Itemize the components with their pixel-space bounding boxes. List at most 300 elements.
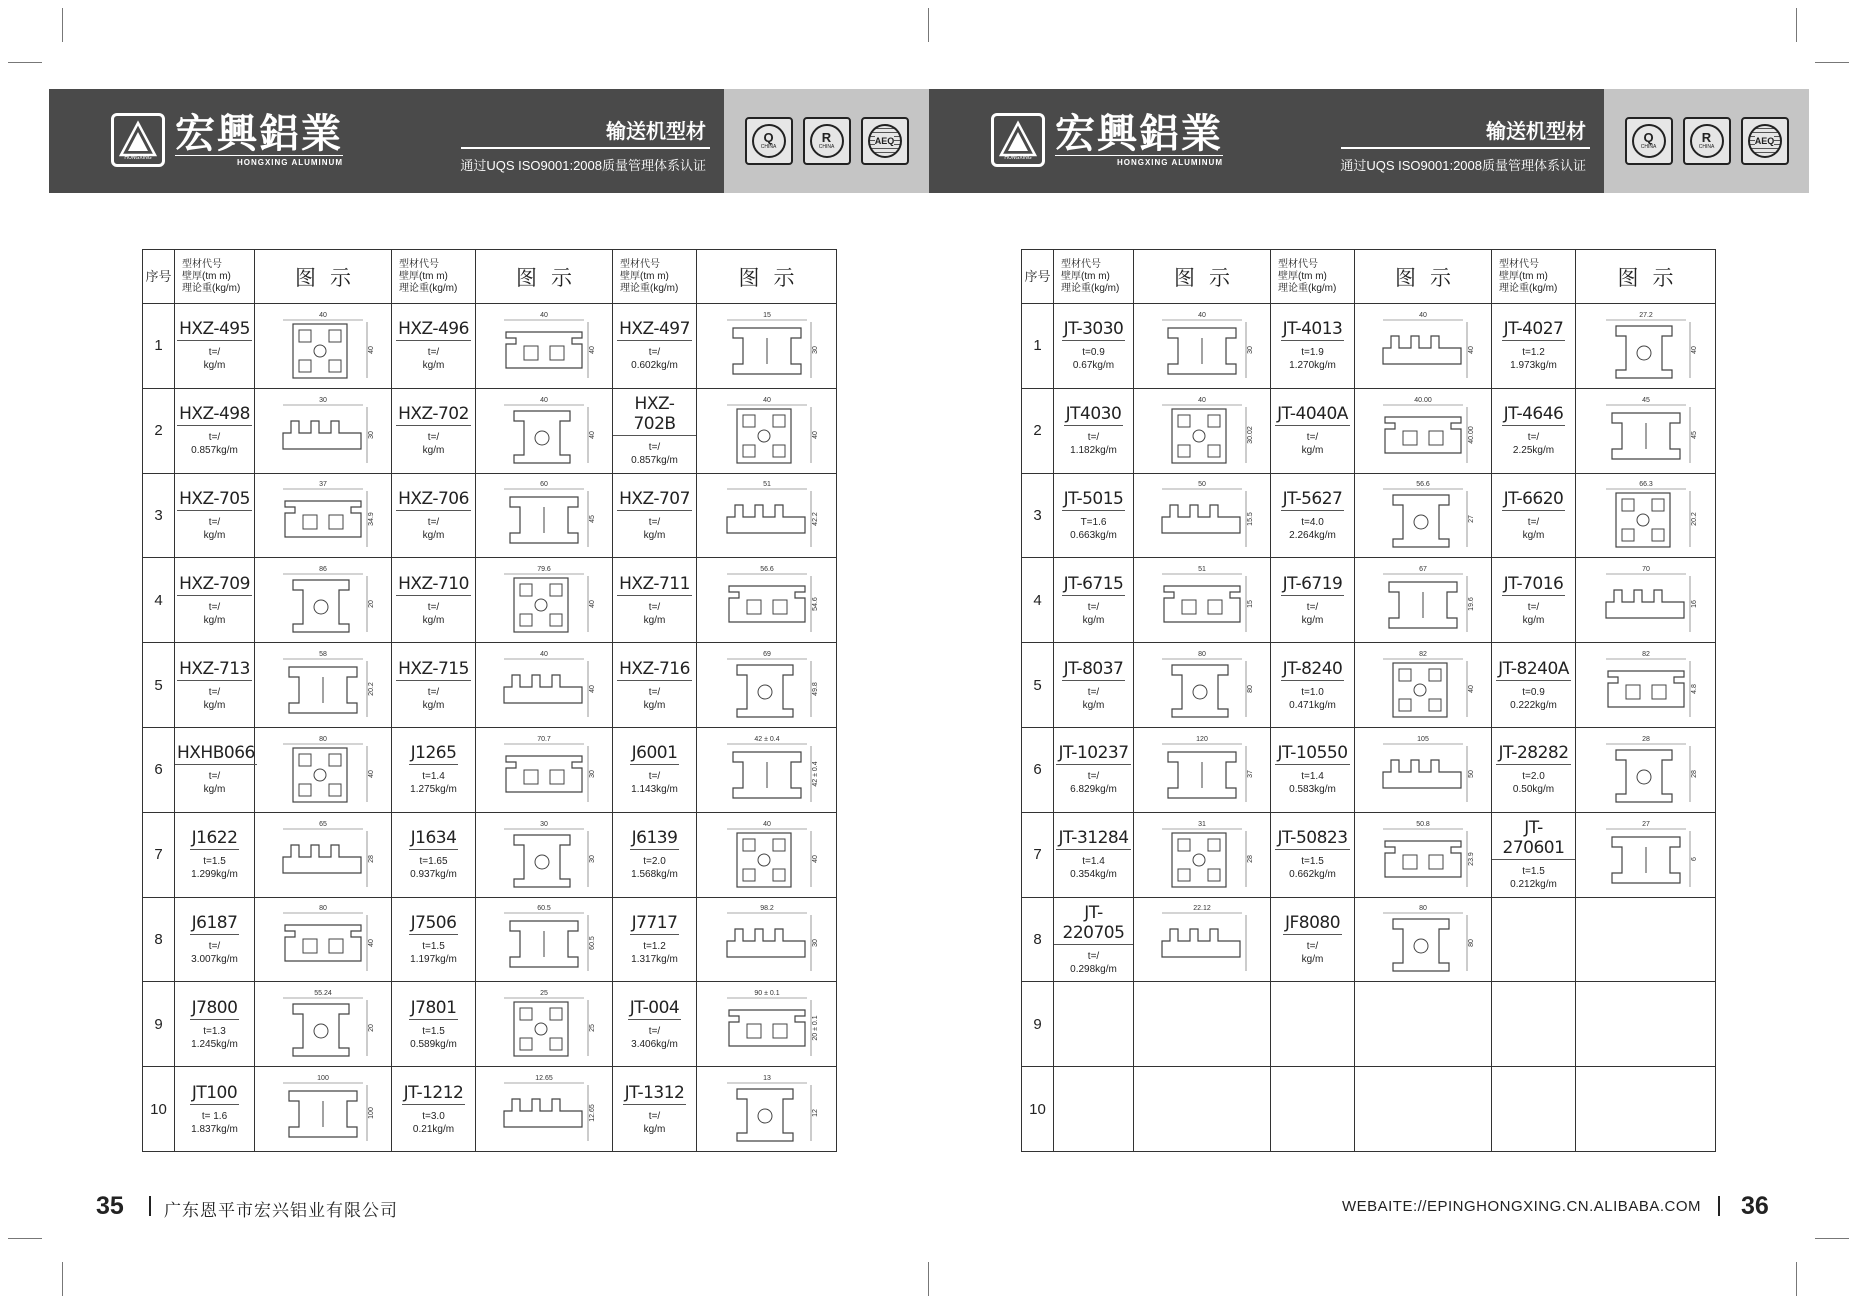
dimension-label: 40 <box>1468 345 1475 354</box>
wall-thickness: t=/ <box>1306 432 1319 444</box>
dimension-label: 13 <box>762 1075 771 1083</box>
dimension-label: 50 <box>1198 481 1206 489</box>
wall-thickness: t=/ <box>208 347 221 359</box>
row-number: 3 <box>143 473 175 558</box>
row-number: 1 <box>143 304 175 389</box>
dimension-label: 30 <box>319 396 327 404</box>
profile-code: JT-004 <box>629 997 680 1018</box>
profile-code: JT-6715 <box>1063 573 1124 594</box>
profile-info <box>1054 1067 1134 1152</box>
dimension-label: 40 <box>1419 311 1427 319</box>
profile-figure <box>1134 473 1271 558</box>
cross-section-drawing <box>263 647 383 723</box>
dimension-label: 40 <box>1468 685 1475 693</box>
profile-info <box>1492 388 1576 473</box>
wall-thickness: t=/ <box>648 601 661 613</box>
dimension-label: 20 <box>368 1024 375 1033</box>
dimension-label: 51 <box>1198 566 1206 574</box>
row-number: 7 <box>1022 812 1054 897</box>
theoretical-weight: 0.857kg/m <box>631 455 678 467</box>
dimension-label: 65 <box>319 820 327 828</box>
profile-code: JF8080 <box>1284 912 1341 933</box>
profile-info <box>1054 304 1134 389</box>
row-number: 9 <box>1022 982 1054 1067</box>
cross-section-drawing <box>1586 732 1706 808</box>
cross-section-drawing <box>707 647 827 723</box>
profile-info <box>175 558 255 643</box>
theoretical-weight: kg/m <box>422 529 445 541</box>
dimension-label: 80 <box>1247 685 1254 693</box>
dimension-label: 40 <box>368 939 375 948</box>
profile-info <box>1492 1067 1576 1152</box>
wall-thickness: t=/ <box>1306 940 1319 952</box>
profile-figure <box>1576 304 1716 389</box>
cross-section-drawing <box>263 732 383 808</box>
cross-section-drawing <box>263 1071 383 1147</box>
profile-info <box>175 1067 255 1152</box>
profile-figure <box>476 897 613 982</box>
dimension-label: 27 <box>1641 820 1650 828</box>
row-number: 3 <box>1022 473 1054 558</box>
profile-code: HXZ-709 <box>179 573 250 594</box>
wall-thickness: t=/ <box>648 442 661 454</box>
wall-thickness: t=/ <box>208 601 221 613</box>
theoretical-weight: kg/m <box>643 614 666 626</box>
wall-thickness: t=/ <box>208 771 221 783</box>
profile-info <box>392 473 476 558</box>
profile-figure <box>1134 558 1271 643</box>
cross-section-drawing <box>1586 562 1706 638</box>
wall-thickness: t=/ <box>1087 686 1100 698</box>
crop-mark <box>1796 8 1797 42</box>
cross-section-drawing <box>707 308 827 384</box>
dimension-label: 40 <box>1198 396 1206 404</box>
profile-info <box>1271 643 1355 728</box>
profile-figure <box>1134 982 1271 1067</box>
profile-figure <box>476 1067 613 1152</box>
profile-code: HXZ-710 <box>398 573 469 594</box>
table-row <box>143 982 837 1067</box>
profile-figure <box>476 812 613 897</box>
profile-figure <box>697 1067 837 1152</box>
crop-mark <box>8 1238 42 1239</box>
wall-thickness: t=/ <box>208 686 221 698</box>
cross-section-drawing <box>1363 393 1483 469</box>
profile-code: JT-4013 <box>1282 319 1343 340</box>
profile-code: JT-6719 <box>1282 573 1343 594</box>
dimension-label: 20 <box>368 600 375 609</box>
dimension-label: 54.6 <box>811 597 819 612</box>
profile-code: JT-5015 <box>1063 488 1124 509</box>
property-header: 型材代号 壁厚(tm m) 理论重(kg/m) <box>175 250 255 304</box>
profile-figure <box>1355 727 1492 812</box>
profile-info <box>613 1067 697 1152</box>
theoretical-weight: 3.406kg/m <box>631 1038 678 1050</box>
table-row <box>143 473 837 558</box>
dimension-label: 27.2 <box>1638 311 1653 319</box>
theoretical-weight: 1.143kg/m <box>631 784 678 796</box>
profile-code: HXZ-713 <box>179 658 250 679</box>
theoretical-weight: kg/m <box>203 784 226 796</box>
profile-info <box>175 727 255 812</box>
profile-info <box>613 304 697 389</box>
cross-section-drawing <box>1142 308 1262 384</box>
dimension-label: 40 <box>589 600 596 609</box>
profile-figure <box>1576 558 1716 643</box>
profile-info <box>613 897 697 982</box>
theoretical-weight: 1.837kg/m <box>191 1123 238 1135</box>
profile-figure <box>476 558 613 643</box>
crop-mark <box>1796 1262 1797 1296</box>
profile-code: J6187 <box>191 912 238 933</box>
dimension-label: 34.9 <box>368 512 375 527</box>
profile-info <box>1271 473 1355 558</box>
profile-figure <box>1576 727 1716 812</box>
logo-mark-icon <box>111 113 165 167</box>
dimension-label: 40 <box>540 311 548 319</box>
cross-section-drawing <box>484 1071 604 1147</box>
dimension-label: 37 <box>319 481 327 489</box>
profile-figure <box>255 897 392 982</box>
profile-code: JT-28282 <box>1498 743 1569 764</box>
wall-thickness: t=1.5 <box>1522 866 1545 878</box>
dimension-label: 12.65 <box>589 1104 596 1122</box>
profile-info <box>1271 727 1355 812</box>
r-china-badge-icon: R CHINA <box>1683 117 1731 165</box>
wall-thickness: t=/ <box>1527 432 1540 444</box>
dimension-label: 40 <box>811 430 819 439</box>
row-number: 8 <box>1022 897 1054 982</box>
profile-figure <box>476 982 613 1067</box>
wall-thickness: t= 1.6 <box>201 1110 228 1122</box>
dimension-label: 66.3 <box>1638 481 1653 489</box>
profile-info <box>1271 558 1355 643</box>
profile-code: JT-1212 <box>403 1082 464 1103</box>
profile-info <box>1054 473 1134 558</box>
dimension-label: 30 <box>540 820 548 828</box>
theoretical-weight: 1.245kg/m <box>191 1038 238 1050</box>
profile-figure <box>1134 388 1271 473</box>
profile-info <box>392 304 476 389</box>
profile-figure <box>697 727 837 812</box>
theoretical-weight: kg/m <box>422 699 445 711</box>
wall-thickness: t=1.5 <box>422 940 445 952</box>
profile-code: J1634 <box>410 828 457 849</box>
profile-code: JT-8240A <box>1498 658 1569 679</box>
cross-section-drawing <box>263 477 383 553</box>
wall-thickness: t=1.9 <box>1301 347 1324 359</box>
wall-thickness: t=0.9 <box>1522 686 1545 698</box>
profile-figure <box>255 1067 392 1152</box>
wall-thickness: t=/ <box>208 516 221 528</box>
cross-section-drawing <box>1142 901 1262 977</box>
wall-thickness: t=/ <box>648 516 661 528</box>
profile-info <box>392 812 476 897</box>
theoretical-weight: 0.67kg/m <box>1072 360 1115 372</box>
wall-thickness: t=/ <box>1087 432 1100 444</box>
cross-section-drawing <box>263 901 383 977</box>
figure-header: 图示 <box>1576 250 1716 304</box>
figure-header: 图示 <box>1134 250 1271 304</box>
table-row <box>1022 304 1716 389</box>
theoretical-weight: kg/m <box>203 699 226 711</box>
profile-info <box>1492 473 1576 558</box>
wall-thickness: t=/ <box>1087 771 1100 783</box>
profile-figure <box>1355 473 1492 558</box>
cross-section-drawing <box>707 986 827 1062</box>
dimension-label: 40 <box>811 854 819 863</box>
profile-code: J6001 <box>631 743 678 764</box>
table-row <box>143 1067 837 1152</box>
profile-code: HXZ-497 <box>619 319 690 340</box>
theoretical-weight: kg/m <box>203 360 226 372</box>
theoretical-weight: 0.662kg/m <box>1289 869 1336 881</box>
dimension-label: 15.5 <box>1247 512 1254 527</box>
dimension-label: 20.2 <box>1690 512 1698 527</box>
cross-section-drawing <box>1363 901 1483 977</box>
cross-section-drawing <box>1363 732 1483 808</box>
profile-figure <box>255 727 392 812</box>
dimension-label: 42.2 <box>811 512 819 527</box>
cross-section-drawing <box>263 817 383 893</box>
table-row <box>1022 643 1716 728</box>
theoretical-weight: kg/m <box>643 699 666 711</box>
profile-code: HXZ-711 <box>619 573 690 594</box>
profile-code: JT-50823 <box>1277 828 1348 849</box>
dimension-label: 30 <box>589 769 596 778</box>
dimension-label: 105 <box>1417 735 1429 743</box>
profile-info <box>1271 897 1355 982</box>
dimension-label: 40.00 <box>1414 396 1432 404</box>
figure-header: 图示 <box>1355 250 1492 304</box>
profile-figure <box>255 304 392 389</box>
profile-figure <box>255 388 392 473</box>
theoretical-weight: 0.589kg/m <box>410 1038 457 1050</box>
dimension-label: 67 <box>1419 566 1427 574</box>
profile-info <box>1271 1067 1355 1152</box>
profile-figure <box>255 643 392 728</box>
profile-info <box>1054 727 1134 812</box>
logo-mark-icon <box>991 113 1045 167</box>
row-number: 9 <box>143 982 175 1067</box>
profile-table-left <box>142 249 837 1152</box>
cross-section-drawing <box>263 393 383 469</box>
table-row <box>1022 982 1716 1067</box>
profile-code: JT-8037 <box>1063 658 1124 679</box>
dimension-label: 4.8 <box>1690 684 1698 694</box>
dimension-label: 25 <box>540 990 548 998</box>
table-row <box>143 812 837 897</box>
cross-section-drawing <box>707 817 827 893</box>
dimension-label: 60 <box>540 481 548 489</box>
brand-name-cn: 宏興鋁業 <box>175 110 343 157</box>
profile-info <box>1492 897 1576 982</box>
cross-section-drawing <box>1586 817 1706 893</box>
cross-section-drawing <box>484 393 604 469</box>
wall-thickness: t=1.4 <box>1301 771 1324 783</box>
profile-figure <box>476 388 613 473</box>
cross-section-drawing <box>484 817 604 893</box>
crop-mark <box>62 8 63 42</box>
dimension-label: 16 <box>1690 600 1698 609</box>
theoretical-weight: kg/m <box>1301 614 1324 626</box>
dimension-label: 42 ± 0.4 <box>753 735 780 743</box>
table-row <box>1022 388 1716 473</box>
profile-figure <box>476 304 613 389</box>
profile-info <box>613 473 697 558</box>
dimension-label: 60.5 <box>589 936 596 951</box>
wall-thickness: t=/ <box>648 347 661 359</box>
dimension-label: 40 <box>1690 345 1698 354</box>
table-row <box>143 643 837 728</box>
dimension-label: 23.9 <box>1468 851 1475 866</box>
wall-thickness: t=/ <box>1527 601 1540 613</box>
table-row <box>1022 1067 1716 1152</box>
dimension-label: 28 <box>1690 769 1698 778</box>
row-number: 5 <box>143 643 175 728</box>
dimension-label: 12.65 <box>535 1075 553 1083</box>
table-row <box>143 897 837 982</box>
divider <box>461 147 710 149</box>
wall-thickness: t=1.5 <box>203 856 226 868</box>
brand-logo <box>991 110 1223 167</box>
r-china-badge-icon: R CHINA <box>803 117 851 165</box>
profile-code: JT-4040A <box>1277 404 1348 425</box>
dimension-label: 80 <box>319 905 327 913</box>
wall-thickness: t=/ <box>1306 601 1319 613</box>
profile-info <box>1054 643 1134 728</box>
wall-thickness: t=1.4 <box>1082 856 1105 868</box>
property-header: 型材代号 壁厚(tm m) 理论重(kg/m) <box>613 250 697 304</box>
profile-code: HXZ-715 <box>398 658 469 679</box>
profile-figure <box>255 558 392 643</box>
profile-figure <box>697 982 837 1067</box>
profile-info <box>613 643 697 728</box>
theoretical-weight: 0.222kg/m <box>1510 699 1557 711</box>
theoretical-weight: kg/m <box>203 614 226 626</box>
profile-info <box>1492 643 1576 728</box>
dimension-label: 56.6 <box>759 566 774 574</box>
theoretical-weight: 0.212kg/m <box>1510 879 1557 891</box>
wall-thickness: t=1.5 <box>422 1025 445 1037</box>
dimension-label: 30 <box>811 939 819 948</box>
profile-info <box>1492 558 1576 643</box>
wall-thickness: t=1.2 <box>1522 347 1545 359</box>
row-number: 10 <box>1022 1067 1054 1152</box>
dimension-label: 40 <box>368 769 375 778</box>
profile-figure <box>697 473 837 558</box>
profile-info <box>392 727 476 812</box>
dimension-label: 20.2 <box>368 682 375 696</box>
profile-code: JT4030 <box>1065 404 1122 425</box>
theoretical-weight: kg/m <box>1082 699 1105 711</box>
profile-figure <box>1576 982 1716 1067</box>
cross-section-drawing <box>1142 817 1262 893</box>
profile-code: JT-10550 <box>1277 743 1348 764</box>
crop-mark <box>1815 62 1849 63</box>
profile-code: HXZ-495 <box>179 319 250 340</box>
cross-section-drawing <box>484 986 604 1062</box>
wall-thickness: t=4.0 <box>1301 516 1324 528</box>
wall-thickness: t=1.3 <box>203 1025 226 1037</box>
profile-code: HXZ-706 <box>398 488 469 509</box>
cross-section-drawing <box>1363 562 1483 638</box>
dimension-label: 15 <box>762 311 771 319</box>
q-china-badge-icon: Q CHINA <box>1625 117 1673 165</box>
table-row <box>1022 812 1716 897</box>
dimension-label: 60.5 <box>537 905 551 913</box>
theoretical-weight: 2.25kg/m <box>1512 445 1555 457</box>
cross-section-drawing <box>1142 393 1262 469</box>
profile-code: HXZ-705 <box>179 488 250 509</box>
cert-badges <box>1604 89 1809 193</box>
cross-section-drawing <box>263 986 383 1062</box>
row-number: 2 <box>143 388 175 473</box>
theoretical-weight: 0.583kg/m <box>1289 784 1336 796</box>
dimension-label: 80 <box>1468 939 1475 948</box>
wall-thickness: t=/ <box>648 771 661 783</box>
cross-section-drawing <box>1363 647 1483 723</box>
seq-header: 序号 <box>1022 250 1054 304</box>
cross-section-drawing <box>707 901 827 977</box>
profile-figure <box>255 982 392 1067</box>
theoretical-weight: kg/m <box>422 614 445 626</box>
theoretical-weight: 1.973kg/m <box>1510 360 1557 372</box>
crop-mark <box>1815 1238 1849 1239</box>
theoretical-weight: 0.857kg/m <box>191 445 238 457</box>
theoretical-weight: 0.602kg/m <box>631 360 678 372</box>
dimension-label: 69 <box>762 651 771 659</box>
dimension-label: 20 ± 0.1 <box>811 1015 819 1041</box>
profile-figure <box>1576 812 1716 897</box>
footer-divider <box>149 1196 151 1216</box>
theoretical-weight: 0.471kg/m <box>1289 699 1336 711</box>
profile-code: HXZ-716 <box>619 658 690 679</box>
table-row <box>1022 897 1716 982</box>
theoretical-weight: 1.568kg/m <box>631 869 678 881</box>
dimension-label: 28 <box>1641 735 1650 743</box>
row-number: 4 <box>1022 558 1054 643</box>
brand-logo <box>111 110 343 167</box>
seq-header: 序号 <box>143 250 175 304</box>
cross-section-drawing <box>263 308 383 384</box>
dimension-label: 80 <box>1198 651 1206 659</box>
dimension-label: 40 <box>589 345 596 354</box>
profile-code: J7506 <box>410 912 457 933</box>
dimension-label: 80 <box>319 735 327 743</box>
dimension-label: 98.2 <box>759 905 774 913</box>
profile-code: JT-6620 <box>1503 488 1564 509</box>
profile-info <box>175 643 255 728</box>
wall-thickness: t=1.0 <box>1301 686 1324 698</box>
dimension-label: 12 <box>811 1109 819 1117</box>
dimension-label: 51 <box>762 481 771 489</box>
dimension-label: 30 <box>589 854 596 863</box>
profile-info <box>1492 982 1576 1067</box>
profile-figure <box>476 643 613 728</box>
theoretical-weight: kg/m <box>1082 614 1105 626</box>
profile-info <box>175 897 255 982</box>
profile-info <box>175 388 255 473</box>
profile-info <box>1054 812 1134 897</box>
cross-section-drawing <box>707 393 827 469</box>
profile-info <box>175 812 255 897</box>
theoretical-weight: kg/m <box>1301 953 1324 965</box>
profile-figure <box>1134 643 1271 728</box>
wall-thickness: t=1.5 <box>1301 856 1324 868</box>
cross-section-drawing <box>1586 647 1706 723</box>
dimension-label: 70.7 <box>537 735 551 743</box>
